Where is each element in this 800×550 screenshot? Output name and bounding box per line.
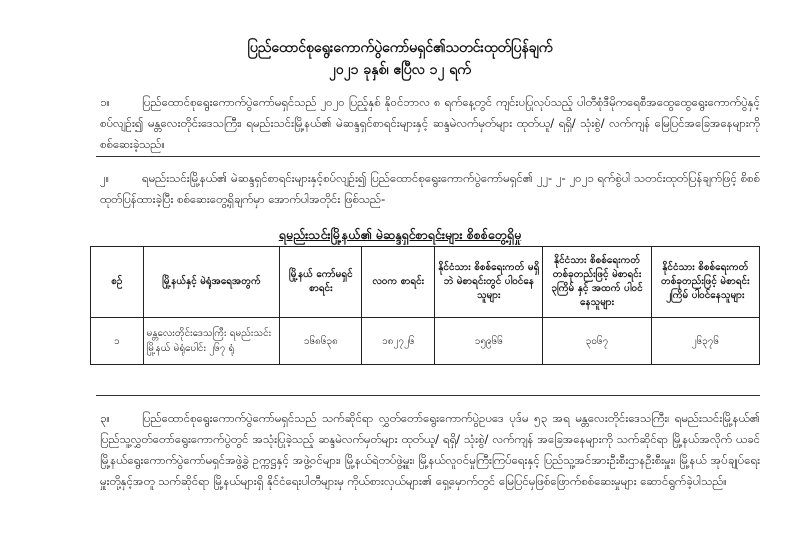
paragraph-1-number: ၁။ [100, 95, 110, 109]
col-header-township: မြို့နယ်နှင့် မဲရုံအရေအတွက် [143, 247, 280, 318]
table-row [91, 318, 760, 365]
col-header-commission-list: မြို့နယ် ကော်မရှင် စာရင်း [280, 247, 362, 318]
document-date: ၂၀၂၁ ခုနှစ်၊ ဧပြီလ ၁၂ ရက် [328, 62, 472, 78]
table-header-row [91, 247, 760, 318]
cell-no: ၁ [91, 318, 144, 365]
cell-no-id-card: ၁၅၉၆၆ [435, 318, 543, 365]
col-header-immigration-list: လဝက စာရင်း [362, 247, 435, 318]
cell-three-times: ၃၀၆၇ [543, 318, 651, 365]
col-header-three-times: နိုင်ငံသား စိစစ်ရေးကတ် တစ်ခုတည်းဖြင့် မဲစာရင်း ၃ကြိမ် နှင့် အထက် ပါဝင်နေသူများ [543, 247, 651, 318]
paragraph-3 [100, 408, 760, 492]
cell-immigration-list: ၁၈၂၇၂၆ [362, 318, 435, 365]
paragraph-2-number: ၂။ [100, 171, 110, 185]
document-title: ပြည်ထောင်စုရွေးကောက်ပွဲကော်မရှင်၏သတင်းထုတ်ပြန်ချက် [247, 40, 553, 56]
cell-commission-list: ၁၆၈၆၃၈ [280, 318, 362, 365]
paragraph-2 [100, 168, 760, 210]
divider [96, 156, 760, 157]
cell-two-times: ၂၆၃၇၆ [651, 318, 759, 365]
paragraph-2-text: ရမည်းသင်းမြို့နယ်၏ မဲဆန္ဒရှင်စာရင်းများနှင့်စပ်လျဉ်း၍ ပြည်ထောင်စုရွေးကောက်ပွဲကော်မရှင်၏ ၂၂- ၂- ၂၀၂၁ ရက်စွဲပါ သတင်းထုတ်ပြန်ချက်ဖြင့် စိစစ်ထုတ်ပြန်ထားခဲ့ပြီး စစ်ဆေးတွေ့ရှိချက်မှာ အောက်ပါအတိုင်း ဖြစ်သည်- [100, 171, 760, 206]
paragraph-3-text: ပြည်ထောင်စုရွေးကောက်ပွဲကော်မရှင်သည် သက်ဆိုင်ရာ လွှတ်တော်ရွေးကောက်ပွဲဥပဒေ ပုဒ်မ ၅၃ အရ မန္တလေးတိုင်းဒေသကြီး၊ ရမည်းသင်းမြို့နယ်၏ ပြည်သူ့လွှတ်တော်ရွေးကောက်ပွဲတွင် အသုံးပြုခဲ့သည့် ဆန္ဒမဲလက်မှတ်များ ထုတ်ယူ/ ရရှိ/ သုံးစွဲ/ လက်ကျန် အခြေအနေများကို သက်ဆိုင်ရာ မြို့နယ်အလိုက် ယခင် မြို့နယ်ရွေးကောက်ပွဲကော်မရှင်အဖွဲ့ခွဲ ဥက္ကဋ္ဌနှင့် အဖွဲ့ဝင်များ၊ မြို့နယ်ရဲတပ်ဖွဲ့မှူး၊ မြို့နယ်လူဝင်မှုကြီးကြပ်ရေးနှင့် ပြည်သူ့အင်အားဦးစီးဌာနဦးစီးမှူး၊ မြို့နယ် အုပ်ချုပ်ရေးမှူးတို့နှင့်အတူ သက်ဆိုင်ရာ မြို့နယ်များရှိ နိုင်ငံရေးပါတီများမှ ကိုယ်စားလှယ်များ၏ ရှေ့မှောက်တွင် မြေပြင်မှဖြစ်ဖြောက်စစ်ဆေးမှုများ ဆောင်ရွက်ခဲ့ပါသည်။ [100, 411, 760, 488]
paragraph-1-text: ပြည်ထောင်စုရွေးကောက်ပွဲကော်မရှင်သည် ၂၀၂၀ ပြည့်နှစ် နိုဝင်ဘာလ ၈ ရက်နေ့တွင် ကျင်းပပြုလုပ်သည့် ပါတီစုံဒီမိုကရေစီအထွေထွေရွေးကောက်ပွဲနှင့်စပ်လျဉ်း၍ မန္တလေးတိုင်းဒေသကြီး၊ ရမည်းသင်းမြို့နယ်၏ မဲဆန္ဒရှင်စာရင်းများနှင့် ဆန္ဒမဲလက်မှတ်များ ထုတ်ယူ/ ရရှိ/ သုံးစွဲ/ လက်ကျန် မြေပြင်အခြေအနေများကို စစ်ဆေးခဲ့သည်။ [100, 95, 760, 151]
table-title: ရမည်းသင်းမြို့နယ်၏ မဲဆန္ဒရှင်စာရင်းများ စိစစ်တွေ့ရှိမှု [278, 227, 522, 242]
voter-list-table [90, 246, 760, 365]
col-header-two-times: နိုင်ငံသား စိစစ်ရေးကတ် တစ်ခုတည်းဖြင့် မဲစာရင်း ၂ကြိမ် ပါဝင်နေသူများ [651, 247, 759, 318]
cell-township: မန္တလေးတိုင်းဒေသကြီး ရမည်းသင်းမြို့နယ် မဲရုံပေါင်း ၂၆၇ ရုံ [143, 318, 280, 365]
col-header-no: စဉ် [91, 247, 144, 318]
col-header-no-id-card: နိုင်ငံသား စိစစ်ရေးကတ် မရှိဘဲ မဲစာရင်းတွင် ပါဝင်နေသူများ [435, 247, 543, 318]
divider [96, 395, 760, 396]
paragraph-3-number: ၃။ [100, 411, 110, 425]
paragraph-1 [100, 92, 760, 155]
